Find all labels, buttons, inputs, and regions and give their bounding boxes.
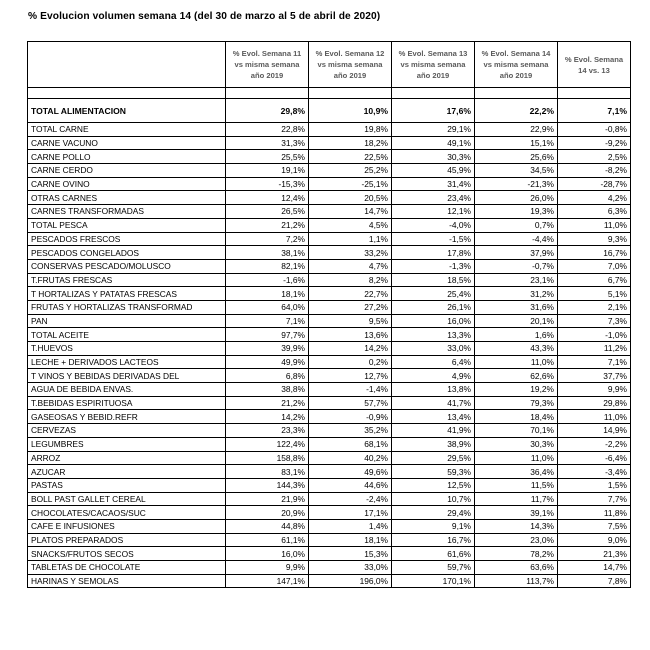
value-week11: 39,9% xyxy=(226,342,309,356)
value-week12: 9,5% xyxy=(309,314,392,328)
value-week11: 20,9% xyxy=(226,506,309,520)
header-cell-week12: % Evol. Semana 12 vs misma semana año 2019 xyxy=(309,42,392,88)
table-row xyxy=(28,437,631,451)
value-week12: 13,6% xyxy=(309,328,392,342)
value-week14: 37,9% xyxy=(475,246,558,260)
category-name: CARNES TRANSFORMADAS xyxy=(28,205,226,219)
value-week14: 19,2% xyxy=(475,383,558,397)
value-week14-vs-13: 5,1% xyxy=(558,287,631,301)
value-week14-vs-13: 7,5% xyxy=(558,519,631,533)
value-week14: 11,0% xyxy=(475,451,558,465)
value-week12: -25,1% xyxy=(309,177,392,191)
spacer-cell xyxy=(392,88,475,99)
value-week14: 0,7% xyxy=(475,218,558,232)
table-row xyxy=(28,300,631,314)
category-name: CARNE OVINO xyxy=(28,177,226,191)
table-row xyxy=(28,136,631,150)
table-row xyxy=(28,273,631,287)
value-week12: 25,2% xyxy=(309,164,392,178)
value-week14-vs-13: 1,5% xyxy=(558,478,631,492)
value-week12: 22,5% xyxy=(309,150,392,164)
value-week11: 21,2% xyxy=(226,396,309,410)
value-week11: 44,8% xyxy=(226,519,309,533)
value-week13: 41,7% xyxy=(392,396,475,410)
value-week14-vs-13: 21,3% xyxy=(558,547,631,561)
total-value-week14: 22,2% xyxy=(475,99,558,123)
value-week11: 49,9% xyxy=(226,355,309,369)
value-week12: 57,7% xyxy=(309,396,392,410)
category-name: CAFE E INFUSIONES xyxy=(28,519,226,533)
table-row xyxy=(28,396,631,410)
header-cell-week14-vs-13: % Evol. Semana 14 vs. 13 xyxy=(558,42,631,88)
value-week12: 44,6% xyxy=(309,478,392,492)
value-week14-vs-13: 2,1% xyxy=(558,300,631,314)
total-value-week13: 17,6% xyxy=(392,99,475,123)
value-week11: 22,8% xyxy=(226,123,309,137)
category-name: CARNE VACUNO xyxy=(28,136,226,150)
category-name: ARROZ xyxy=(28,451,226,465)
table-row xyxy=(28,561,631,575)
header-cell-week11: % Evol. Semana 11 vs misma semana año 2019 xyxy=(226,42,309,88)
value-week14: 25,6% xyxy=(475,150,558,164)
table-row xyxy=(28,465,631,479)
category-name: TABLETAS DE CHOCOLATE xyxy=(28,561,226,575)
value-week13: 12,5% xyxy=(392,478,475,492)
value-week13: 30,3% xyxy=(392,150,475,164)
value-week11: 9,9% xyxy=(226,561,309,575)
table-row xyxy=(28,410,631,424)
category-name: OTRAS CARNES xyxy=(28,191,226,205)
header-cell-category xyxy=(28,42,226,88)
category-name: TOTAL ACEITE xyxy=(28,328,226,342)
value-week11: 83,1% xyxy=(226,465,309,479)
category-name: FRUTAS Y HORTALIZAS TRANSFORMAD xyxy=(28,300,226,314)
value-week11: 31,3% xyxy=(226,136,309,150)
value-week12: -2,4% xyxy=(309,492,392,506)
value-week11: 26,5% xyxy=(226,205,309,219)
value-week14: 1,6% xyxy=(475,328,558,342)
category-name: HARINAS Y SEMOLAS xyxy=(28,574,226,588)
value-week11: 122,4% xyxy=(226,437,309,451)
value-week12: 12,7% xyxy=(309,369,392,383)
value-week11: 7,1% xyxy=(226,314,309,328)
value-week13: 13,3% xyxy=(392,328,475,342)
spacer-cell xyxy=(28,88,226,99)
total-label: TOTAL ALIMENTACION xyxy=(28,99,226,123)
value-week14: 62,6% xyxy=(475,369,558,383)
category-name: PLATOS PREPARADOS xyxy=(28,533,226,547)
value-week14-vs-13: 9,3% xyxy=(558,232,631,246)
table-row xyxy=(28,478,631,492)
value-week11: 38,1% xyxy=(226,246,309,260)
value-week13: 9,1% xyxy=(392,519,475,533)
header-cell-week14: % Evol. Semana 14 vs misma semana año 2019 xyxy=(475,42,558,88)
table-row xyxy=(28,547,631,561)
value-week14-vs-13: 11,2% xyxy=(558,342,631,356)
value-week14-vs-13: 7,0% xyxy=(558,259,631,273)
table-row xyxy=(28,287,631,301)
table-row xyxy=(28,519,631,533)
category-name: CARNE CERDO xyxy=(28,164,226,178)
value-week11: 147,1% xyxy=(226,574,309,588)
value-week14: -21,3% xyxy=(475,177,558,191)
category-name: TOTAL CARNE xyxy=(28,123,226,137)
table-row xyxy=(28,424,631,438)
value-week12: 18,1% xyxy=(309,533,392,547)
category-name: T.FRUTAS FRESCAS xyxy=(28,273,226,287)
value-week14: 39,1% xyxy=(475,506,558,520)
value-week12: 68,1% xyxy=(309,437,392,451)
value-week13: 61,6% xyxy=(392,547,475,561)
table-row xyxy=(28,123,631,137)
value-week11: -1,6% xyxy=(226,273,309,287)
value-week12: 14,2% xyxy=(309,342,392,356)
table-row xyxy=(28,232,631,246)
value-week11: 144,3% xyxy=(226,478,309,492)
value-week13: 16,7% xyxy=(392,533,475,547)
value-week11: 12,4% xyxy=(226,191,309,205)
table-row xyxy=(28,150,631,164)
value-week14-vs-13: 11,0% xyxy=(558,410,631,424)
value-week13: 16,0% xyxy=(392,314,475,328)
table-row xyxy=(28,383,631,397)
value-week12: 40,2% xyxy=(309,451,392,465)
value-week14: 11,5% xyxy=(475,478,558,492)
total-value-week11: 29,8% xyxy=(226,99,309,123)
value-week13: 31,4% xyxy=(392,177,475,191)
value-week13: -1,3% xyxy=(392,259,475,273)
table-row xyxy=(28,246,631,260)
value-week13: 49,1% xyxy=(392,136,475,150)
category-name: SNACKS/FRUTOS SECOS xyxy=(28,547,226,561)
table-row xyxy=(28,218,631,232)
category-name: PASTAS xyxy=(28,478,226,492)
value-week14-vs-13: 6,3% xyxy=(558,205,631,219)
value-week13: 33,0% xyxy=(392,342,475,356)
table-row xyxy=(28,506,631,520)
value-week11: 18,1% xyxy=(226,287,309,301)
value-week13: 29,1% xyxy=(392,123,475,137)
value-week14-vs-13: -3,4% xyxy=(558,465,631,479)
value-week14-vs-13: 11,0% xyxy=(558,218,631,232)
category-name: PESCADOS CONGELADOS xyxy=(28,246,226,260)
value-week14: 63,6% xyxy=(475,561,558,575)
value-week14: 20,1% xyxy=(475,314,558,328)
value-week14-vs-13: 7,8% xyxy=(558,574,631,588)
spacer-row xyxy=(28,88,631,99)
value-week13: 6,4% xyxy=(392,355,475,369)
value-week14: 43,3% xyxy=(475,342,558,356)
category-name: T HORTALIZAS Y PATATAS FRESCAS xyxy=(28,287,226,301)
table-row xyxy=(28,191,631,205)
value-week14: 70,1% xyxy=(475,424,558,438)
value-week14-vs-13: 37,7% xyxy=(558,369,631,383)
value-week11: 14,2% xyxy=(226,410,309,424)
value-week14-vs-13: -28,7% xyxy=(558,177,631,191)
value-week14-vs-13: -0,8% xyxy=(558,123,631,137)
value-week14: -0,7% xyxy=(475,259,558,273)
spacer-cell xyxy=(475,88,558,99)
value-week12: 4,7% xyxy=(309,259,392,273)
value-week11: 21,9% xyxy=(226,492,309,506)
total-value-week14-vs-13: 7,1% xyxy=(558,99,631,123)
value-week12: -1,4% xyxy=(309,383,392,397)
value-week14-vs-13: 29,8% xyxy=(558,396,631,410)
table-row xyxy=(28,369,631,383)
category-name: CONSERVAS PESCADO/MOLUSCO xyxy=(28,259,226,273)
value-week12: 1,4% xyxy=(309,519,392,533)
value-week11: 64,0% xyxy=(226,300,309,314)
value-week14-vs-13: 7,3% xyxy=(558,314,631,328)
value-week13: 13,4% xyxy=(392,410,475,424)
category-name: GASEOSAS Y BEBID.REFR xyxy=(28,410,226,424)
value-week13: 18,5% xyxy=(392,273,475,287)
value-week13: 26,1% xyxy=(392,300,475,314)
value-week11: 23,3% xyxy=(226,424,309,438)
value-week14: 34,5% xyxy=(475,164,558,178)
table-row xyxy=(28,164,631,178)
value-week14: 11,7% xyxy=(475,492,558,506)
value-week11: 6,8% xyxy=(226,369,309,383)
table-row xyxy=(28,314,631,328)
value-week14: 113,7% xyxy=(475,574,558,588)
value-week11: 61,1% xyxy=(226,533,309,547)
header-cell-week13: % Evol. Semana 13 vs misma semana año 2019 xyxy=(392,42,475,88)
value-week11: 19,1% xyxy=(226,164,309,178)
value-week11: 82,1% xyxy=(226,259,309,273)
value-week14: 78,2% xyxy=(475,547,558,561)
table-row xyxy=(28,492,631,506)
value-week14: 36,4% xyxy=(475,465,558,479)
value-week12: 20,5% xyxy=(309,191,392,205)
category-name: BOLL PAST GALLET CEREAL xyxy=(28,492,226,506)
value-week13: 170,1% xyxy=(392,574,475,588)
value-week13: 23,4% xyxy=(392,191,475,205)
value-week13: 59,7% xyxy=(392,561,475,575)
table-row xyxy=(28,259,631,273)
value-week14: 31,6% xyxy=(475,300,558,314)
value-week12: 19,8% xyxy=(309,123,392,137)
value-week12: 27,2% xyxy=(309,300,392,314)
value-week12: 49,6% xyxy=(309,465,392,479)
spacer-cell xyxy=(309,88,392,99)
value-week14-vs-13: 6,7% xyxy=(558,273,631,287)
value-week13: 4,9% xyxy=(392,369,475,383)
table-row xyxy=(28,533,631,547)
value-week14-vs-13: 9,9% xyxy=(558,383,631,397)
category-name: CERVEZAS xyxy=(28,424,226,438)
value-week13: 38,9% xyxy=(392,437,475,451)
value-week14: 22,9% xyxy=(475,123,558,137)
value-week14-vs-13: -1,0% xyxy=(558,328,631,342)
table-row xyxy=(28,205,631,219)
value-week13: 10,7% xyxy=(392,492,475,506)
value-week11: 7,2% xyxy=(226,232,309,246)
value-week12: 196,0% xyxy=(309,574,392,588)
value-week11: 25,5% xyxy=(226,150,309,164)
value-week13: 13,8% xyxy=(392,383,475,397)
value-week14: -4,4% xyxy=(475,232,558,246)
value-week11: 16,0% xyxy=(226,547,309,561)
value-week14-vs-13: -2,2% xyxy=(558,437,631,451)
table-row xyxy=(28,574,631,588)
value-week11: -15,3% xyxy=(226,177,309,191)
category-name: CHOCOLATES/CACAOS/SUC xyxy=(28,506,226,520)
value-week14-vs-13: 14,9% xyxy=(558,424,631,438)
value-week12: 4,5% xyxy=(309,218,392,232)
category-name: AZUCAR xyxy=(28,465,226,479)
value-week14-vs-13: 7,7% xyxy=(558,492,631,506)
category-name: TOTAL PESCA xyxy=(28,218,226,232)
spacer-cell xyxy=(226,88,309,99)
value-week14: 15,1% xyxy=(475,136,558,150)
table-row xyxy=(28,355,631,369)
value-week13: 29,4% xyxy=(392,506,475,520)
value-week12: 22,7% xyxy=(309,287,392,301)
category-name: T.HUEVOS xyxy=(28,342,226,356)
value-week12: 1,1% xyxy=(309,232,392,246)
value-week12: 35,2% xyxy=(309,424,392,438)
value-week12: 8,2% xyxy=(309,273,392,287)
total-row xyxy=(28,99,631,123)
category-name: PESCADOS FRESCOS xyxy=(28,232,226,246)
category-name: LECHE + DERIVADOS LACTEOS xyxy=(28,355,226,369)
value-week12: 33,2% xyxy=(309,246,392,260)
value-week11: 97,7% xyxy=(226,328,309,342)
value-week13: 29,5% xyxy=(392,451,475,465)
value-week14-vs-13: 11,8% xyxy=(558,506,631,520)
value-week12: 0,2% xyxy=(309,355,392,369)
value-week13: 59,3% xyxy=(392,465,475,479)
document-title: % Evolucion volumen semana 14 (del 30 de marzo al 5 de abril de 2020) xyxy=(28,11,381,22)
value-week14: 79,3% xyxy=(475,396,558,410)
value-week13: -4,0% xyxy=(392,218,475,232)
value-week14-vs-13: 9,0% xyxy=(558,533,631,547)
category-name: T VINOS Y BEBIDAS DERIVADAS DEL xyxy=(28,369,226,383)
value-week12: 17,1% xyxy=(309,506,392,520)
value-week13: 45,9% xyxy=(392,164,475,178)
category-name: AGUA DE BEBIDA ENVAS. xyxy=(28,383,226,397)
table-row xyxy=(28,451,631,465)
value-week14-vs-13: 7,1% xyxy=(558,355,631,369)
value-week14: 18,4% xyxy=(475,410,558,424)
value-week13: 25,4% xyxy=(392,287,475,301)
value-week14: 19,3% xyxy=(475,205,558,219)
category-name: CARNE POLLO xyxy=(28,150,226,164)
value-week14: 26,0% xyxy=(475,191,558,205)
volume-evolution-table xyxy=(27,41,631,588)
value-week12: 18,2% xyxy=(309,136,392,150)
spacer-cell xyxy=(558,88,631,99)
value-week14-vs-13: 4,2% xyxy=(558,191,631,205)
value-week12: 33,0% xyxy=(309,561,392,575)
value-week14-vs-13: 16,7% xyxy=(558,246,631,260)
value-week14-vs-13: 2,5% xyxy=(558,150,631,164)
value-week11: 38,8% xyxy=(226,383,309,397)
category-name: PAN xyxy=(28,314,226,328)
value-week14: 11,0% xyxy=(475,355,558,369)
category-name: T.BEBIDAS ESPIRITUOSA xyxy=(28,396,226,410)
value-week12: 15,3% xyxy=(309,547,392,561)
value-week14-vs-13: -8,2% xyxy=(558,164,631,178)
value-week11: 158,8% xyxy=(226,451,309,465)
value-week14: 30,3% xyxy=(475,437,558,451)
value-week13: 17,8% xyxy=(392,246,475,260)
value-week14: 23,0% xyxy=(475,533,558,547)
value-week14: 14,3% xyxy=(475,519,558,533)
category-name: LEGUMBRES xyxy=(28,437,226,451)
table-row xyxy=(28,177,631,191)
value-week14-vs-13: -6,4% xyxy=(558,451,631,465)
value-week14-vs-13: -9,2% xyxy=(558,136,631,150)
total-value-week12: 10,9% xyxy=(309,99,392,123)
value-week14: 31,2% xyxy=(475,287,558,301)
value-week12: 14,7% xyxy=(309,205,392,219)
table-row xyxy=(28,328,631,342)
value-week13: -1,5% xyxy=(392,232,475,246)
value-week13: 41,9% xyxy=(392,424,475,438)
value-week12: -0,9% xyxy=(309,410,392,424)
value-week11: 21,2% xyxy=(226,218,309,232)
value-week14-vs-13: 14,7% xyxy=(558,561,631,575)
header-row xyxy=(28,42,631,88)
value-week14: 23,1% xyxy=(475,273,558,287)
value-week13: 12,1% xyxy=(392,205,475,219)
table-row xyxy=(28,342,631,356)
